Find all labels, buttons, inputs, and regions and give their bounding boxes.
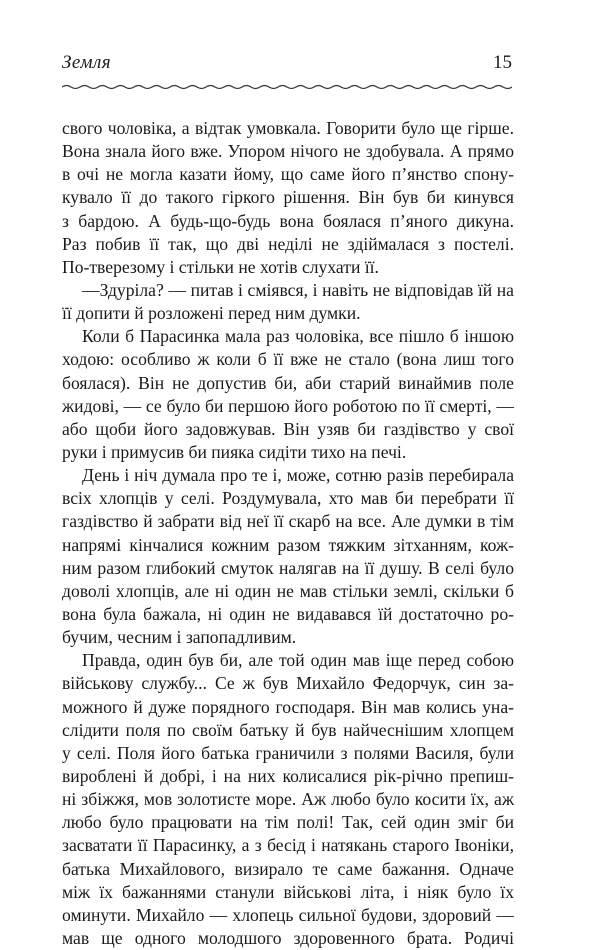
text-line: засватати її Парасинку, а з бесід і натякань старого Івоніки, bbox=[62, 835, 514, 856]
text-line: всіх хлопців у селі. Роздумувала, хто мав би перебрати її bbox=[62, 488, 514, 509]
text-line: Вона знала його вже. Упором нічого не здобувала. А прямо bbox=[62, 141, 514, 162]
page-number: 15 bbox=[493, 52, 512, 73]
text-line: ним разом глибокий смуток налягав на її душу. В селі було bbox=[62, 557, 514, 578]
text-line: боялася). Він не допустив би, аби старий винаймив поле bbox=[62, 372, 514, 393]
text-line: вироблені й добрі, і на них колисалися рік-річно препиш- bbox=[62, 765, 514, 786]
text-line: слідити поля по своїм батьку й був найчеснішим хлопцем bbox=[62, 719, 514, 740]
text-line: День і ніч думала про те і, може, сотню разів перебирала bbox=[82, 465, 514, 486]
wavy-rule-ornament bbox=[62, 80, 512, 94]
text-line: або щоби його задовжував. Він узяв би газдівство у свої bbox=[62, 418, 514, 439]
text-line: оминути. Михайло — хлопець сильної будови, здоровий — bbox=[62, 904, 514, 925]
text-line: газдівство й забрати від неї її скарб на все. Але думки в тім bbox=[62, 511, 514, 532]
text-line: —Здуріла? — питав і сміявся, і навіть не відповідав їй на bbox=[82, 279, 514, 300]
text-line: у селі. Поля його батька граничили з полями Василя, були bbox=[62, 742, 514, 763]
text-line: мав ще одного молодшого здоровенного брата. Родичі bbox=[62, 927, 514, 948]
text-line: Правда, один був би, але той один мав іще перед собою bbox=[82, 650, 514, 671]
text-line: військову службу... Се ж був Михайло Федорчук, син за- bbox=[62, 673, 514, 694]
text-line: між їх бажаннями станули військові літа, і ніяк було їх bbox=[62, 881, 514, 902]
text-line: кувало її до такого гіркого рішення. Він був би кинувся bbox=[62, 187, 514, 208]
text-line: свого чоловіка, а відтак умовкала. Говорити було ще гірше. bbox=[62, 118, 514, 138]
text-line: По-тверезому і стільки не хотів слухати її. bbox=[62, 256, 379, 277]
text-line: доволі хлопців, але ні один не мав стільки землі, скільки б bbox=[62, 580, 514, 601]
text-line: її допити й розложені перед ним думки. bbox=[62, 303, 361, 324]
page-body-text bbox=[62, 117, 514, 950]
running-header bbox=[62, 52, 512, 92]
text-line: батька Михайлового, визирало те саме бажання. Одначе bbox=[62, 858, 514, 879]
text-line: любо було працювати на тім полі! Так, сей один зміг би bbox=[62, 812, 514, 833]
text-line: Коли б Парасинка мала раз чоловіка, все пішло б іншою bbox=[82, 326, 514, 347]
text-line: вона була бажала, ні один не видавався їй достаточно ро- bbox=[62, 603, 514, 624]
text-line: напрямі кінчалися кожним разом тяжким зітханням, кож- bbox=[62, 534, 514, 555]
text-line: з бардою. А будь-що-будь вона боялася п’яного дикуна. bbox=[62, 210, 514, 231]
running-title: Земля bbox=[62, 52, 112, 73]
text-line: жидові, — се було би першою його роботою по її смерті, — bbox=[62, 395, 514, 416]
text-line: руки і примусив би пияка сидіти тихо на печі. bbox=[62, 441, 407, 462]
text-line: ходою: особливо ж коли б її вже не стало (вона лиш того bbox=[62, 349, 514, 370]
text-line: в очі не могла казати йому, що саме його п’янство спону- bbox=[62, 164, 514, 185]
text-line: можного й дуже порядного господаря. Він мав колись уна- bbox=[62, 696, 514, 717]
text-line: бучим, чесним і запопадливим. bbox=[62, 627, 297, 648]
text-line: ні збіжжя, мов золотисте море. Аж любо було косити їх, аж bbox=[62, 789, 514, 810]
text-line: Раз побив її так, що дві неділі не здіймалася з постелі. bbox=[62, 233, 514, 254]
